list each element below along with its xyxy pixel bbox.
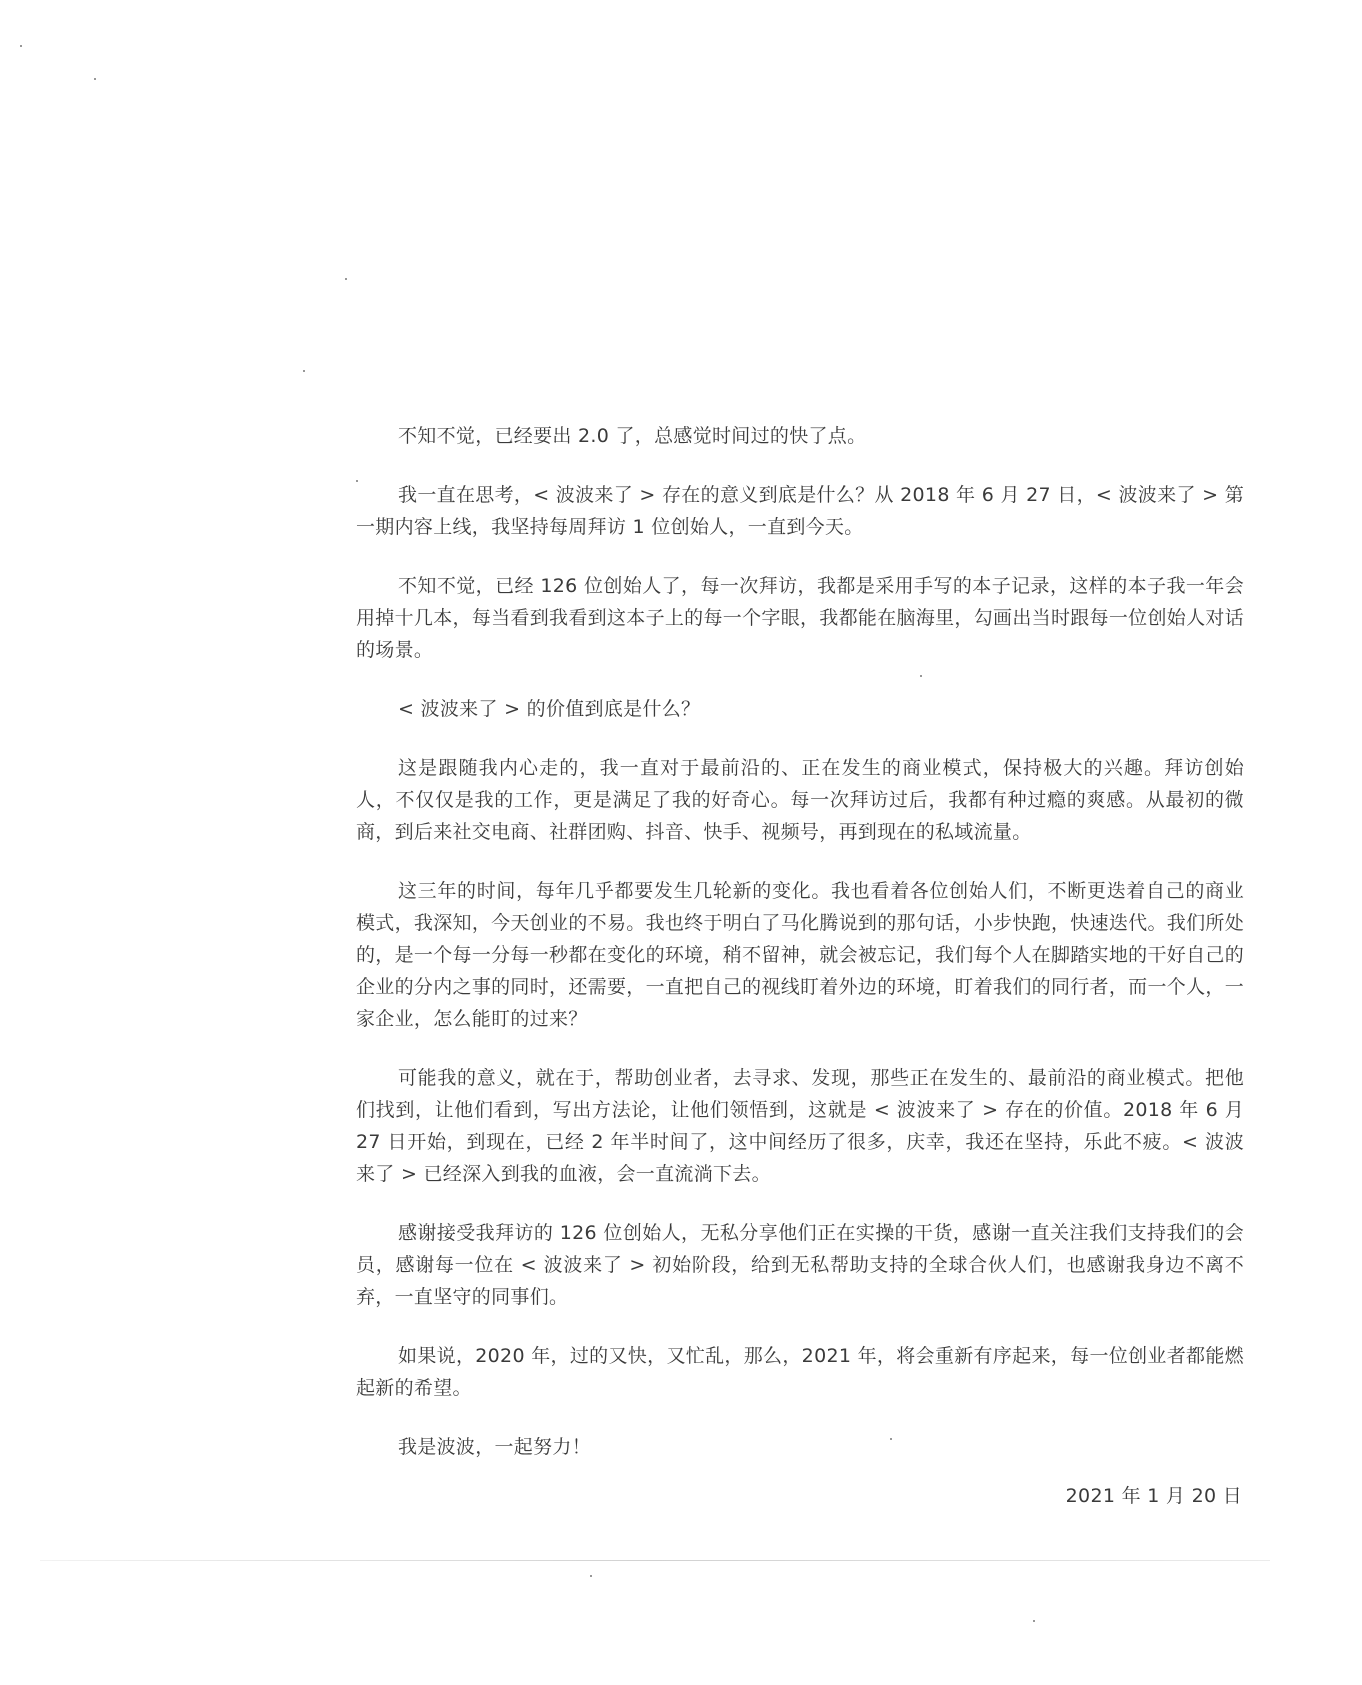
paragraph: 这是跟随我内心走的，我一直对于最前沿的、正在发生的商业模式，保持极大的兴趣。拜访创始人，不仅仅是我的工作，更是满足了我的好奇心。每一次拜访过后，我都有种过瘾的爽感。从最初的微商，到后来社交电商、社群团购、抖音、快手、视频号，再到现在的私域流量。 xyxy=(356,757,1244,843)
paragraph: < 波波来了 > 的价值到底是什么？ xyxy=(398,698,701,720)
scan-speck xyxy=(345,278,347,280)
paragraph: 感谢接受我拜访的 126 位创始人，无私分享他们正在实操的干货，感谢一直关注我们支持我们的会员，感谢每一位在 < 波波来了 > 初始阶段，给到无私帮助支持的全球合伙人们，也感谢我身边不离不弃，一直坚守的同事们。 xyxy=(356,1222,1244,1308)
paragraph: 这三年的时间，每年几乎都要发生几轮新的变化。我也看着各位创始人们，不断更迭着自己的商业模式，我深知，今天创业的不易。我也终于明白了马化腾说到的那句话，小步快跑，快速迭代。我们所处的，是一个每一分每一秒都在变化的环境，稍不留神，就会被忘记，我们每个人在脚踏实地的干好自己的企业的分内之事的同时，还需要，一直把自己的视线盯着外边的环境，盯着我们的同行者，而一个人，一家企业，怎么能盯的过来？ xyxy=(356,880,1244,1030)
scan-speck xyxy=(920,675,922,677)
paragraph: 我一直在思考，< 波波来了 > 存在的意义到底是什么？从 2018 年 6 月 27 日，< 波波来了 > 第一期内容上线，我坚持每周拜访 1 位创始人，一直到今天。 xyxy=(356,484,1244,538)
scan-artifact-line xyxy=(40,1560,1270,1561)
paragraph-closing: 我是波波，一起努力！ xyxy=(398,1436,592,1458)
scan-speck xyxy=(303,370,305,372)
scan-speck xyxy=(890,1438,892,1440)
paragraph: 不知不觉，已经要出 2.0 了，总感觉时间过的快了点。 xyxy=(398,425,867,447)
scan-speck xyxy=(1033,1620,1035,1622)
paragraph: 不知不觉，已经 126 位创始人了，每一次拜访，我都是采用手写的本子记录，这样的本子我一年会用掉十几本，每当看到我看到这本子上的每一个字眼，我都能在脑海里，勾画出当时跟每一位创始人对话的场景。 xyxy=(356,575,1244,661)
paragraph: 可能我的意义，就在于，帮助创业者，去寻求、发现，那些正在发生的、最前沿的商业模式。把他们找到，让他们看到，写出方法论，让他们领悟到，这就是 < 波波来了 > 存在的价值。2018 年 6 月 27 日开始，到现在，已经 2 年半时间了，这中间经历了很多，庆幸，我还在坚持，乐此不疲。< 波波来了 > 已经深入到我的血液，会一直流淌下去。 xyxy=(356,1067,1244,1185)
scan-speck xyxy=(590,1575,592,1577)
paragraph: 如果说，2020 年，过的又快，又忙乱，那么，2021 年，将会重新有序起来，每一位创业者都能燃起新的希望。 xyxy=(356,1345,1244,1399)
letter-body xyxy=(356,420,1244,1490)
scan-speck xyxy=(94,78,96,80)
letter-date: 2021 年 1 月 20 日 xyxy=(1065,1485,1242,1507)
scan-speck xyxy=(356,480,358,482)
scan-speck xyxy=(20,45,22,47)
